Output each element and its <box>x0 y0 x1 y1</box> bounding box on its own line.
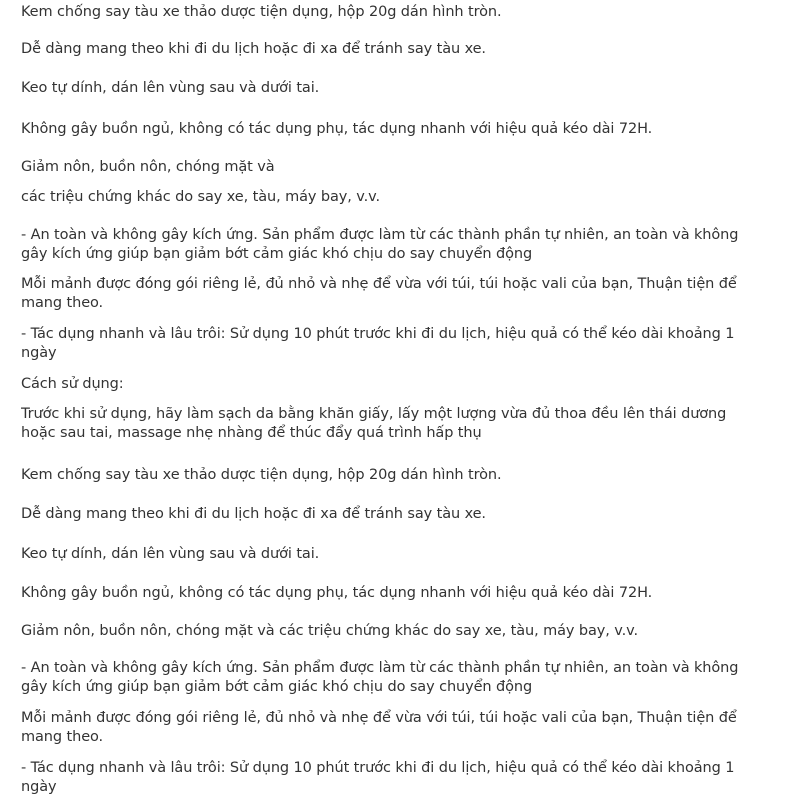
text-line: Dễ dàng mang theo khi đi du lịch hoặc đi xa để tránh say tàu xe. <box>21 41 486 57</box>
paragraph <box>21 622 638 641</box>
text-line: - Tác dụng nhanh và lâu trôi: Sử dụng 10 phút trước khi đi du lịch, hiệu quả có thể kéo dài khoảng 1 <box>21 326 735 342</box>
paragraph <box>21 659 738 697</box>
text-line: Không gây buồn ngủ, không có tác dụng phụ, tác dụng nhanh với hiệu quả kéo dài 72H. <box>21 585 653 601</box>
text-line: - An toàn và không gây kích ứng. Sản phẩm được làm từ các thành phần tự nhiên, an toàn và không <box>21 227 739 243</box>
paragraph <box>21 405 726 443</box>
text-line: hoặc sau tai, massage nhẹ nhàng để thúc đẩy quá trình hấp thụ <box>21 425 482 441</box>
paragraph <box>21 40 486 59</box>
text-line: Giảm nôn, buồn nôn, chóng mặt và các triệu chứng khác do say xe, tàu, máy bay, v.v. <box>21 623 639 639</box>
text-line: Không gây buồn ngủ, không có tác dụng phụ, tác dụng nhanh với hiệu quả kéo dài 72H. <box>21 121 653 137</box>
text-line: Giảm nôn, buồn nôn, chóng mặt và <box>21 159 275 175</box>
text-line: Kem chống say tàu xe thảo dược tiện dụng, hộp 20g dán hình tròn. <box>21 467 502 483</box>
paragraph <box>21 709 737 747</box>
text-line: - Tác dụng nhanh và lâu trôi: Sử dụng 10 phút trước khi đi du lịch, hiệu quả có thể kéo dài khoảng 1 <box>21 760 735 776</box>
text-line: Cách sử dụng: <box>21 376 124 392</box>
paragraph <box>21 3 502 22</box>
text-line: Dễ dàng mang theo khi đi du lịch hoặc đi xa để tránh say tàu xe. <box>21 506 486 522</box>
paragraph <box>21 375 124 394</box>
paragraph <box>21 79 319 98</box>
text-line: các triệu chứng khác do say xe, tàu, máy bay, v.v. <box>21 189 381 205</box>
paragraph <box>21 466 502 485</box>
paragraph <box>21 545 319 564</box>
paragraph <box>21 505 486 524</box>
product-description <box>21 0 800 800</box>
paragraph <box>21 275 737 313</box>
text-line: ngày <box>21 345 57 361</box>
text-line: ngày <box>21 779 57 795</box>
paragraph <box>21 759 734 797</box>
text-line: mang theo. <box>21 295 104 311</box>
text-line: Trước khi sử dụng, hãy làm sạch da bằng khăn giấy, lấy một lượng vừa đủ thoa đều lên thái dương <box>21 406 727 422</box>
text-line: - An toàn và không gây kích ứng. Sản phẩm được làm từ các thành phần tự nhiên, an toàn và không <box>21 660 739 676</box>
text-line: Mỗi mảnh được đóng gói riêng lẻ, đủ nhỏ và nhẹ để vừa với túi, túi hoặc vali của bạn, Thuận tiện để <box>21 710 737 726</box>
text-line: Keo tự dính, dán lên vùng sau và dưới tai. <box>21 546 320 562</box>
paragraph <box>21 120 652 139</box>
paragraph <box>21 584 652 603</box>
text-line: gây kích ứng giúp bạn giảm bớt cảm giác khó chịu do say chuyển động <box>21 246 533 262</box>
text-line: Kem chống say tàu xe thảo dược tiện dụng, hộp 20g dán hình tròn. <box>21 4 502 20</box>
text-line: mang theo. <box>21 729 104 745</box>
paragraph <box>21 188 380 207</box>
paragraph <box>21 158 275 177</box>
text-line: gây kích ứng giúp bạn giảm bớt cảm giác khó chịu do say chuyển động <box>21 679 533 695</box>
text-line: Mỗi mảnh được đóng gói riêng lẻ, đủ nhỏ và nhẹ để vừa với túi, túi hoặc vali của bạn, Thuận tiện để <box>21 276 737 292</box>
paragraph <box>21 325 734 363</box>
text-line: Keo tự dính, dán lên vùng sau và dưới tai. <box>21 80 320 96</box>
paragraph <box>21 226 738 264</box>
